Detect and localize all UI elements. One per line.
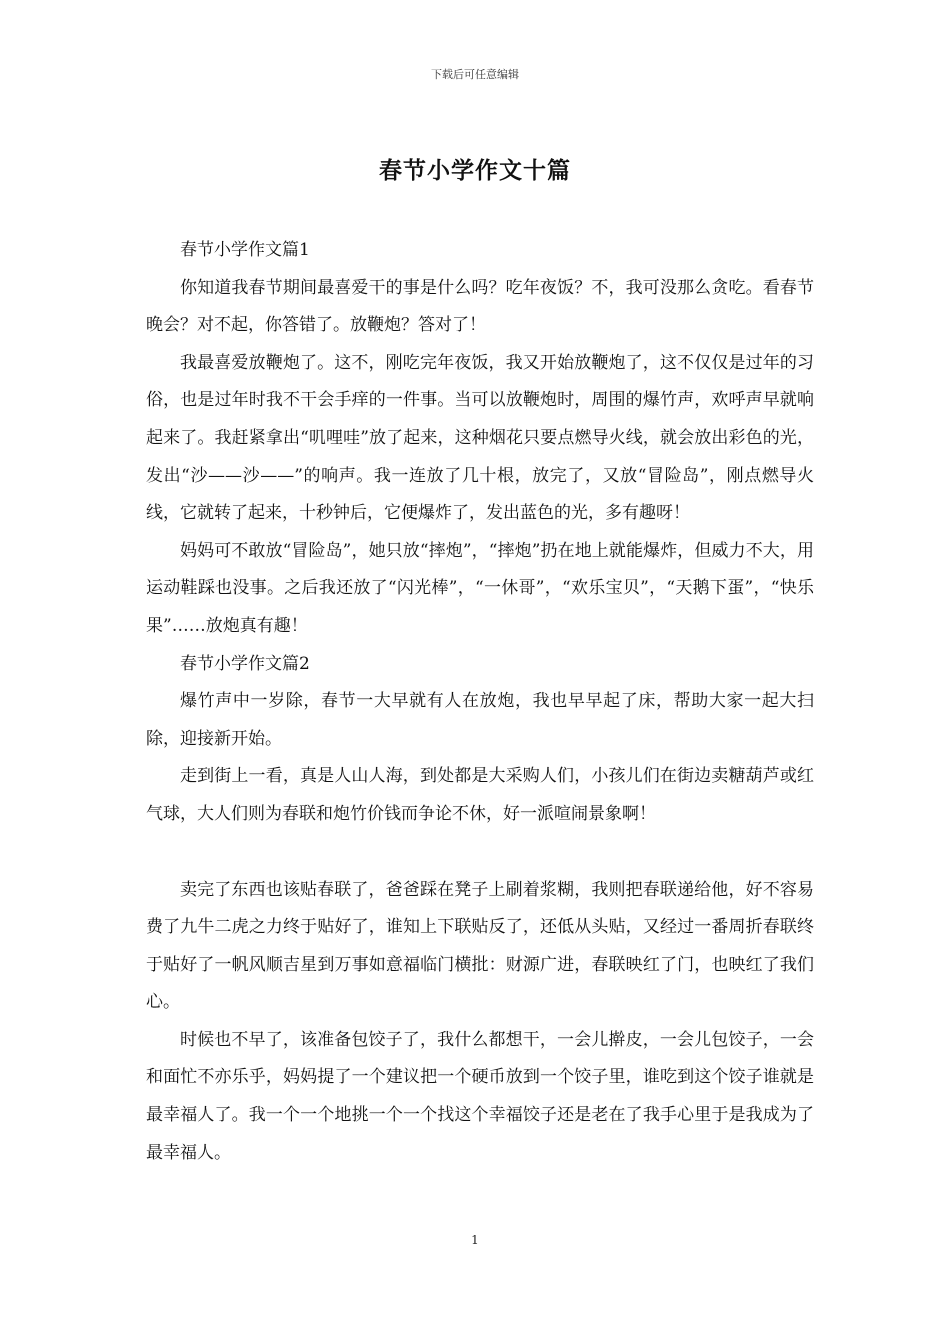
- page-number: 1: [471, 1233, 479, 1247]
- header-note: 下载后可任意编辑: [431, 68, 519, 81]
- section-heading-1: 春节小学作文篇1: [180, 240, 310, 260]
- paragraph: 妈妈可不敢放“冒险岛”，她只放“摔炮”，“摔炮”扔在地上就能爆炸，但威力不大，用运动鞋踩也没事。之后我还放了“闪光棒”，“一休哥”，“欢乐宝贝”，“天鹅下蛋”，“快乐果”……放炮真有趣！: [146, 540, 814, 636]
- paragraph: 你知道我春节期间最喜爱干的事是什么吗？吃年夜饭？不，我可没那么贪吃。看春节晚会？对不起，你答错了。放鞭炮？答对了！: [146, 277, 814, 336]
- paragraph-gap: [146, 834, 814, 872]
- paragraph: 走到街上一看，真是人山人海，到处都是大采购人们，小孩儿们在街边卖糖葫芦或红气球，大人们则为春联和炮竹价钱而争论不休，好一派喧闹景象啊！: [146, 766, 814, 824]
- paragraph: 我最喜爱放鞭炮了。这不，刚吃完年夜饭，我又开始放鞭炮了，这不仅仅是过年的习俗，也是过年时我不干会手痒的一件事。当可以放鞭炮时，周围的爆竹声，欢呼声早就响起来了。我赶紧拿出“叽哩哇”放了起来，这种烟花只要点燃导火线，就会放出彩色的光，发出“沙——沙——”的响声。我一连放了几十根，放完了，又放“冒险岛”，刚点燃导火线，它就转了起来，十秒钟后，它便爆炸了，发出蓝色的光，多有趣呀！: [146, 352, 814, 524]
- document-body: [146, 232, 814, 1172]
- paragraph: 卖完了东西也该贴春联了，爸爸踩在凳子上刷着浆糊，我则把春联递给他，好不容易费了九牛二虎之力终于贴好了，谁知上下联贴反了，还低从头贴，又经过一番周折春联终于贴好了一帆风顺吉星到万事如意福临门横批：财源广进，春联映红了门，也映红了我们心。: [146, 879, 814, 1013]
- paragraph: 时候也不早了，该准备包饺子了，我什么都想干，一会儿擀皮，一会儿包饺子，一会和面忙不亦乐乎，妈妈提了一个建议把一个硬币放到一个饺子里，谁吃到这个饺子谁就是最幸福人了。我一个一个地挑一个一个找这个幸福饺子还是老在了我手心里于是我成为了最幸福人。: [146, 1029, 814, 1163]
- paragraph: 爆竹声中一岁除，春节一大早就有人在放炮，我也早早起了床，帮助大家一起大扫除，迎接新开始。: [146, 691, 814, 749]
- section-heading-2: 春节小学作文篇2: [180, 653, 310, 674]
- document-title: 春节小学作文十篇: [379, 157, 571, 184]
